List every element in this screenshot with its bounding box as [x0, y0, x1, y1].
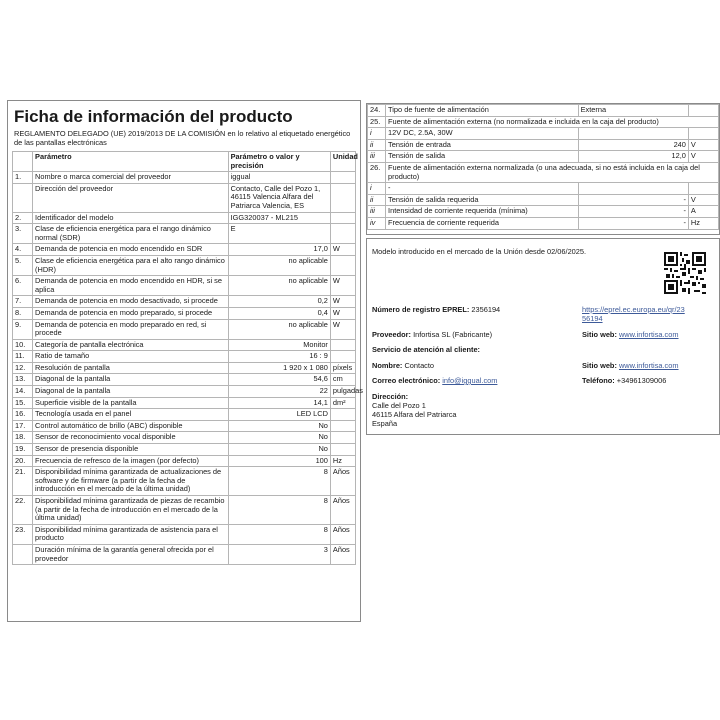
- sub-number: ii: [368, 139, 386, 151]
- table-row: [13, 319, 356, 339]
- row-number: 16.: [13, 409, 33, 421]
- table-row: [13, 432, 356, 444]
- table-row: [13, 212, 356, 224]
- row-value: No: [228, 432, 330, 444]
- row-value: IGG320037 - ML215: [228, 212, 330, 224]
- sub-number: ii: [368, 194, 386, 206]
- row-unit: [330, 351, 355, 363]
- provider-label: Proveedor:: [372, 330, 412, 339]
- table-row: [13, 255, 356, 275]
- website2-label: Sitio web:: [582, 361, 617, 370]
- website2-link[interactable]: www.infortisa.com: [618, 361, 679, 370]
- row-value: 14,1: [228, 397, 330, 409]
- row-label: Clase de eficiencia energética para el alto rango dinámico (HDR): [33, 255, 229, 275]
- table-header: [13, 152, 356, 172]
- phone-value: +34961309006: [616, 376, 667, 385]
- table-row: [13, 374, 356, 386]
- row-value: 100: [228, 455, 330, 467]
- row-value: 16 : 9: [228, 351, 330, 363]
- row-label: Ratio de tamaño: [33, 351, 229, 363]
- table-row: [13, 296, 356, 308]
- row-label: Sensor de presencia disponible: [33, 444, 229, 456]
- row-value: 0,2: [228, 296, 330, 308]
- sub-number: iv: [368, 217, 386, 229]
- row-unit: [330, 432, 355, 444]
- eprel-link-cont[interactable]: 56194: [582, 314, 603, 323]
- row-number: 12.: [13, 362, 33, 374]
- sub-value: 12,0: [578, 151, 688, 163]
- row-label: Categoría de pantalla electrónica: [33, 339, 229, 351]
- row-number: 19.: [13, 444, 33, 456]
- row-unit: [330, 420, 355, 432]
- row-unit: [330, 409, 355, 421]
- row-value: 22: [228, 386, 330, 398]
- row-unit: Hz: [330, 455, 355, 467]
- sub-value: -: [578, 194, 688, 206]
- row-number: 20.: [13, 455, 33, 467]
- row-unit: [330, 224, 355, 244]
- row-number: 7.: [13, 296, 33, 308]
- sub-unit: A: [688, 206, 718, 218]
- table-row: [368, 206, 719, 218]
- row-label: Control automático de brillo (ABC) disponible: [33, 420, 229, 432]
- row-label: Sensor de reconocimiento vocal disponible: [33, 432, 229, 444]
- row-value: E: [228, 224, 330, 244]
- sub-unit: V: [688, 151, 718, 163]
- row-number: 6.: [13, 276, 33, 296]
- row-label: Nombre o marca comercial del proveedor: [33, 172, 229, 184]
- header-unit: Unidad: [330, 152, 355, 172]
- row-value: no aplicable: [228, 319, 330, 339]
- row-label: Diagonal de la pantalla: [33, 386, 229, 398]
- row-number: 3.: [13, 224, 33, 244]
- address-label: Dirección:: [372, 392, 409, 401]
- sub-number: i: [368, 128, 386, 140]
- email-link[interactable]: info@iggual.com: [442, 376, 498, 385]
- row-number: 23.: [13, 524, 33, 544]
- rows-body: [13, 172, 363, 565]
- row-unit: Años: [330, 524, 355, 544]
- parameters-table: [12, 151, 363, 565]
- row-unit: W: [330, 276, 355, 296]
- row-label: Diagonal de la pantalla: [33, 374, 229, 386]
- table-row: [13, 409, 356, 421]
- row-unit: [330, 339, 355, 351]
- sub-value: [578, 183, 688, 195]
- row-unit: [330, 255, 355, 275]
- row-value: 8: [228, 496, 330, 525]
- header-value: Parámetro o valor y precisión: [228, 152, 330, 172]
- sub-number: iii: [368, 206, 386, 218]
- row-value: 8: [228, 467, 330, 496]
- table-row: [13, 307, 356, 319]
- table-row: [13, 397, 356, 409]
- table-row: [13, 524, 356, 544]
- row-value: 3: [228, 544, 330, 564]
- row-unit: [330, 212, 355, 224]
- table-row: [13, 496, 356, 525]
- row-label: Demanda de potencia en modo preparado en red, si procede: [33, 319, 229, 339]
- row-number: 21.: [13, 467, 33, 496]
- row-number: 15.: [13, 397, 33, 409]
- table-row: [13, 455, 356, 467]
- sub-value: -: [578, 206, 688, 218]
- sub-unit: V: [688, 139, 718, 151]
- row-value: 17,0: [228, 244, 330, 256]
- provider-value: Infortisa SL (Fabricante): [413, 330, 493, 339]
- name-label: Nombre:: [372, 361, 403, 370]
- page-title: Ficha de información del producto: [14, 107, 293, 126]
- row-label: Superficie visible de la pantalla: [33, 397, 229, 409]
- table-row: [13, 339, 356, 351]
- row-unit: W: [330, 296, 355, 308]
- row-label: Resolución de pantalla: [33, 362, 229, 374]
- sub-unit: V: [688, 194, 718, 206]
- row-label: Demanda de potencia en modo encendido en HDR, si se aplica: [33, 276, 229, 296]
- sub-value: 240: [578, 139, 688, 151]
- table-row: [13, 244, 356, 256]
- sub-unit: [688, 128, 718, 140]
- row-value: no aplicable: [228, 276, 330, 296]
- table-row: [368, 151, 719, 163]
- header-param: Parámetro: [33, 152, 229, 172]
- regulation-subtitle: REGLAMENTO DELEGADO (UE) 2019/2013 DE LA COMISIÓN en lo relativo al etiquetado energético de las pantallas electrónicas: [14, 129, 351, 147]
- row-value: 8: [228, 524, 330, 544]
- table-row: [13, 362, 356, 374]
- row-label: Tecnología usada en el panel: [33, 409, 229, 421]
- customer-service-label: Servicio de atención al cliente:: [372, 345, 481, 354]
- row-label: Identificador del modelo: [33, 212, 229, 224]
- address-line-3: España: [372, 419, 398, 428]
- email-label: Correo electrónico:: [372, 376, 441, 385]
- row-number: 22.: [13, 496, 33, 525]
- address-line-2: 46115 Alfara del Patriarca: [372, 410, 457, 419]
- table-row: [13, 386, 356, 398]
- row-number: 9.: [13, 319, 33, 339]
- row-number: 8.: [13, 307, 33, 319]
- row-label: Dirección del proveedor: [33, 183, 229, 212]
- row-unit: W: [330, 244, 355, 256]
- row-unit: Años: [330, 496, 355, 525]
- sub-value: [578, 128, 688, 140]
- row-label: Clase de eficiencia energética para el rango dinámico normal (SDR): [33, 224, 229, 244]
- row-value: Contacto, Calle del Pozo 1, 46115 Valencia Alfara del Patriarca Valencia, ES: [228, 183, 330, 212]
- address-line-1: Calle del Pozo 1: [372, 401, 426, 410]
- row-label: Demanda de potencia en modo preparado, si procede: [33, 307, 229, 319]
- sub-label: Tensión de salida requerida: [386, 194, 579, 206]
- phone-label: Teléfono:: [582, 376, 615, 385]
- row-value: No: [228, 444, 330, 456]
- table-row: [368, 217, 719, 229]
- website-label: Sitio web:: [582, 330, 617, 339]
- row-unit: cm: [330, 374, 355, 386]
- row-label: Demanda de potencia en modo desactivado, si procede: [33, 296, 229, 308]
- intro-text: Modelo introducido en el mercado de la Unión desde 02/06/2025.: [372, 247, 587, 256]
- table-row: [368, 128, 719, 140]
- row-unit: W: [330, 307, 355, 319]
- row-unit: Años: [330, 544, 355, 564]
- row-unit: [330, 172, 355, 184]
- sub-label: Tensión de salida: [386, 151, 579, 163]
- row-value: iggual: [228, 172, 330, 184]
- row-number: 14.: [13, 386, 33, 398]
- row-24: 24. Tipo de fuente de alimentación Externa: [368, 105, 719, 117]
- table-row: [13, 276, 356, 296]
- sub-label: Intensidad de corriente requerida (mínima): [386, 206, 579, 218]
- row-value: No: [228, 420, 330, 432]
- row-number: [13, 183, 33, 212]
- table-row: [13, 420, 356, 432]
- name-value: Contacto: [404, 361, 435, 370]
- row-label: Disponibilidad mínima garantizada de piezas de recambio (a partir de la fecha de introducción en el mercado de la última unidad): [33, 496, 229, 525]
- row-label: Disponibilidad mínima garantizada de asistencia para el producto: [33, 524, 229, 544]
- row-number: 11.: [13, 351, 33, 363]
- row-number: 5.: [13, 255, 33, 275]
- power-supply-table: [366, 103, 720, 235]
- row-value: Monitor: [228, 339, 330, 351]
- eprel-link[interactable]: https://eprel.ec.europa.eu/qr/23: [582, 305, 685, 314]
- row-value: 54,6: [228, 374, 330, 386]
- row-unit: dm²: [330, 397, 355, 409]
- row-number: 18.: [13, 432, 33, 444]
- row-unit: W: [330, 319, 355, 339]
- sub-value: -: [578, 217, 688, 229]
- sub-unit: Hz: [688, 217, 718, 229]
- sub-label: -: [386, 183, 579, 195]
- eprel-value: 2356194: [471, 305, 501, 314]
- row-value: 0,4: [228, 307, 330, 319]
- table-row: [368, 139, 719, 151]
- row-unit: Años: [330, 467, 355, 496]
- row-number: [13, 544, 33, 564]
- row-value: no aplicable: [228, 255, 330, 275]
- table-row: [13, 224, 356, 244]
- row-label: Demanda de potencia en modo encendido en SDR: [33, 244, 229, 256]
- row-unit: pulgadas: [330, 386, 355, 398]
- website-link[interactable]: www.infortisa.com: [618, 330, 679, 339]
- table-row: [13, 467, 356, 496]
- row-label: Frecuencia de refresco de la imagen (por defecto): [33, 455, 229, 467]
- table-row: [13, 444, 356, 456]
- row-25: 25. Fuente de alimentación externa (no normalizada e incluida en la caja del producto): [368, 116, 719, 128]
- sub-label: 12V DC, 2.5A, 30W: [386, 128, 579, 140]
- sub-label: Frecuencia de corriente requerida: [386, 217, 579, 229]
- row-number: 1.: [13, 172, 33, 184]
- table-row: [13, 544, 356, 564]
- row-value: LED LCD: [228, 409, 330, 421]
- eprel-label: Número de registro EPREL:: [372, 305, 470, 314]
- row-value: 1 920 x 1 080: [228, 362, 330, 374]
- row-unit: píxels: [330, 362, 355, 374]
- sub-number: iii: [368, 151, 386, 163]
- row-unit: [330, 183, 355, 212]
- qr-code-icon[interactable]: [664, 252, 706, 294]
- sub-unit: [688, 183, 718, 195]
- sub-number: i: [368, 183, 386, 195]
- row-unit: [330, 444, 355, 456]
- sub-label: Tensión de entrada: [386, 139, 579, 151]
- row-number: 10.: [13, 339, 33, 351]
- row-number: 4.: [13, 244, 33, 256]
- row-number: 2.: [13, 212, 33, 224]
- row-label: Disponibilidad mínima garantizada de actualizaciones de software y de firmware (a partir de la fecha de introducción en el mercado de la última unidad): [33, 467, 229, 496]
- table-row: [13, 351, 356, 363]
- row-number: 13.: [13, 374, 33, 386]
- row-number: 17.: [13, 420, 33, 432]
- table-row: [13, 172, 356, 184]
- product-info-sheet: [7, 100, 361, 622]
- table-row: [368, 183, 719, 195]
- row-label: Duración mínima de la garantía general ofrecida por el proveedor: [33, 544, 229, 564]
- row-26: 26. Fuente de alimentación externa normalizada (o una adecuada, si no está incluida en la caja del producto): [368, 162, 719, 182]
- table-row: [13, 183, 356, 212]
- table-row: [368, 194, 719, 206]
